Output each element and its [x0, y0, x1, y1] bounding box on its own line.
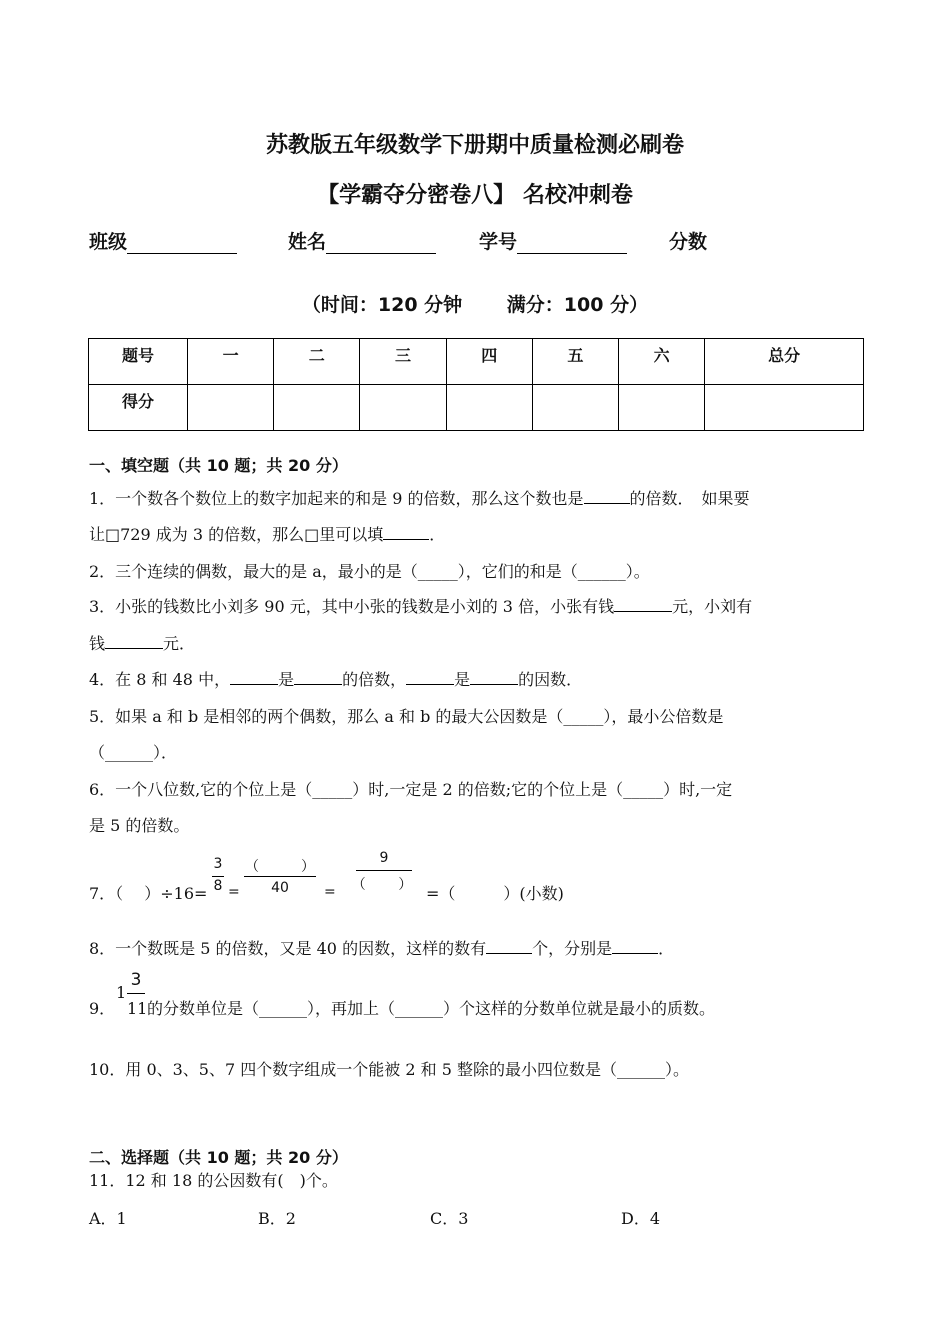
question-9-text: 的分数单位是（______），再加上（______）个这样的分数单位就是最小的质数。	[147, 999, 716, 1018]
number-label: 学号	[479, 231, 518, 253]
fraction-bar	[356, 870, 412, 871]
score-label: 分数	[669, 231, 708, 253]
question-2: 2．三个连续的偶数，最大的是 a，最小的是（_____），它们的和是（______）。	[89, 562, 650, 581]
answer-blank[interactable]	[383, 525, 429, 540]
fraction-numerator: 3	[213, 856, 223, 872]
score-entry-cell[interactable]	[446, 385, 532, 431]
score-entry-cell[interactable]	[705, 385, 864, 431]
question-10: 10．用 0、3、5、7 四个数字组成一个能被 2 和 5 整除的最小四位数是（______）。	[89, 1060, 689, 1079]
fraction-numerator: （ ）	[245, 859, 315, 875]
table-row	[89, 339, 864, 385]
fraction-denominator: 11	[127, 999, 148, 1018]
question-1-line1: 1．一个数各个数位上的数字加起来的和是 9 的倍数，那么这个数也是 的倍数． 如果要	[89, 489, 750, 508]
answer-blank[interactable]	[614, 597, 672, 612]
name-label: 姓名	[288, 231, 327, 253]
page-title: 苏教版五年级数学下册期中质量检测必刷卷	[265, 133, 684, 158]
fraction-denominator: （ ）	[351, 877, 413, 893]
fraction-numerator: 9	[379, 850, 389, 866]
score-table	[88, 338, 864, 431]
fraction-bar	[244, 876, 316, 877]
table-cell: 五	[532, 339, 618, 385]
exam-info: （时间：120 分钟 满分：100 分）	[301, 294, 649, 316]
score-entry-cell[interactable]	[188, 385, 274, 431]
question-7-tail: =（ ）(小数)	[426, 884, 564, 903]
question-1-line2: 让□729 成为 3 的倍数，那么□里可以填 ．	[89, 525, 446, 544]
section-heading: 二、选择题（共 10 题；共 20 分）	[89, 1148, 348, 1167]
answer-blank[interactable]	[470, 670, 518, 685]
option-d[interactable]: D．4	[621, 1209, 661, 1228]
answer-blank[interactable]	[230, 670, 278, 685]
question-7-lead: 7．（ ）÷16=	[89, 884, 208, 903]
name-field	[288, 227, 436, 254]
question-8: 8．一个数既是 5 的倍数，又是 40 的因数，这样的数有 个，分别是 ．	[89, 939, 675, 958]
table-cell: 得分	[89, 385, 188, 431]
answer-blank[interactable]	[105, 634, 163, 649]
question-4: 4．在 8 和 48 中， 是 的倍数， 是 的因数．	[89, 670, 583, 689]
fraction-denominator: 8	[213, 878, 223, 894]
fraction-numerator: 3	[130, 970, 142, 990]
table-cell: 一	[188, 339, 274, 385]
option-a[interactable]: A．1	[89, 1209, 127, 1228]
equals-sign: =	[324, 884, 336, 900]
question-9-number: 9．	[89, 999, 116, 1018]
table-cell: 题号	[89, 339, 188, 385]
fraction-bar	[212, 876, 224, 877]
class-label: 班级	[89, 231, 128, 253]
question-6-line1: 6．一个八位数,它的个位上是（_____）时,一定是 2 的倍数;它的个位上是（_____）时,一定	[89, 780, 733, 799]
page-subtitle: 【学霸夺分密卷八】 名校冲刺卷	[317, 183, 633, 208]
table-cell: 三	[360, 339, 446, 385]
fraction-denominator: 40	[271, 880, 289, 896]
option-b[interactable]: B．2	[258, 1209, 296, 1228]
table-cell: 二	[274, 339, 360, 385]
table-cell: 四	[446, 339, 532, 385]
score-entry-cell[interactable]	[619, 385, 705, 431]
answer-blank[interactable]	[294, 670, 342, 685]
score-entry-cell[interactable]	[274, 385, 360, 431]
question-11: 11．12 和 18 的公因数有( )个。	[89, 1171, 338, 1190]
score-entry-cell[interactable]	[360, 385, 446, 431]
number-input-line[interactable]	[517, 233, 627, 254]
question-5-line2: （______）．	[89, 743, 178, 762]
question-5-line1: 5．如果 a 和 b 是相邻的两个偶数，那么 a 和 b 的最大公因数是（_____），最小公倍数是	[89, 707, 724, 726]
section-heading: 一、填空题（共 10 题；共 20 分）	[89, 456, 348, 475]
option-c[interactable]: C．3	[430, 1209, 469, 1228]
table-cell: 六	[619, 339, 705, 385]
name-input-line[interactable]	[326, 233, 436, 254]
question-3-line1: 3．小张的钱数比小刘多 90 元，其中小张的钱数是小刘的 3 倍，小张有钱 元，小刘有	[89, 597, 753, 616]
number-field	[479, 227, 627, 254]
equals-sign: =	[228, 884, 240, 900]
mixed-number-whole: 1	[116, 983, 127, 1002]
question-6-line2: 是 5 的倍数。	[89, 816, 190, 835]
question-3-line2: 钱 元．	[89, 634, 196, 653]
class-field	[89, 227, 237, 254]
table-cell: 总分	[705, 339, 864, 385]
answer-blank[interactable]	[406, 670, 454, 685]
fraction-bar	[127, 993, 145, 994]
score-field	[669, 227, 707, 254]
answer-blank[interactable]	[584, 489, 630, 504]
answer-blank[interactable]	[612, 939, 658, 954]
table-row	[89, 385, 864, 431]
answer-blank[interactable]	[486, 939, 532, 954]
class-input-line[interactable]	[127, 233, 237, 254]
score-entry-cell[interactable]	[532, 385, 618, 431]
